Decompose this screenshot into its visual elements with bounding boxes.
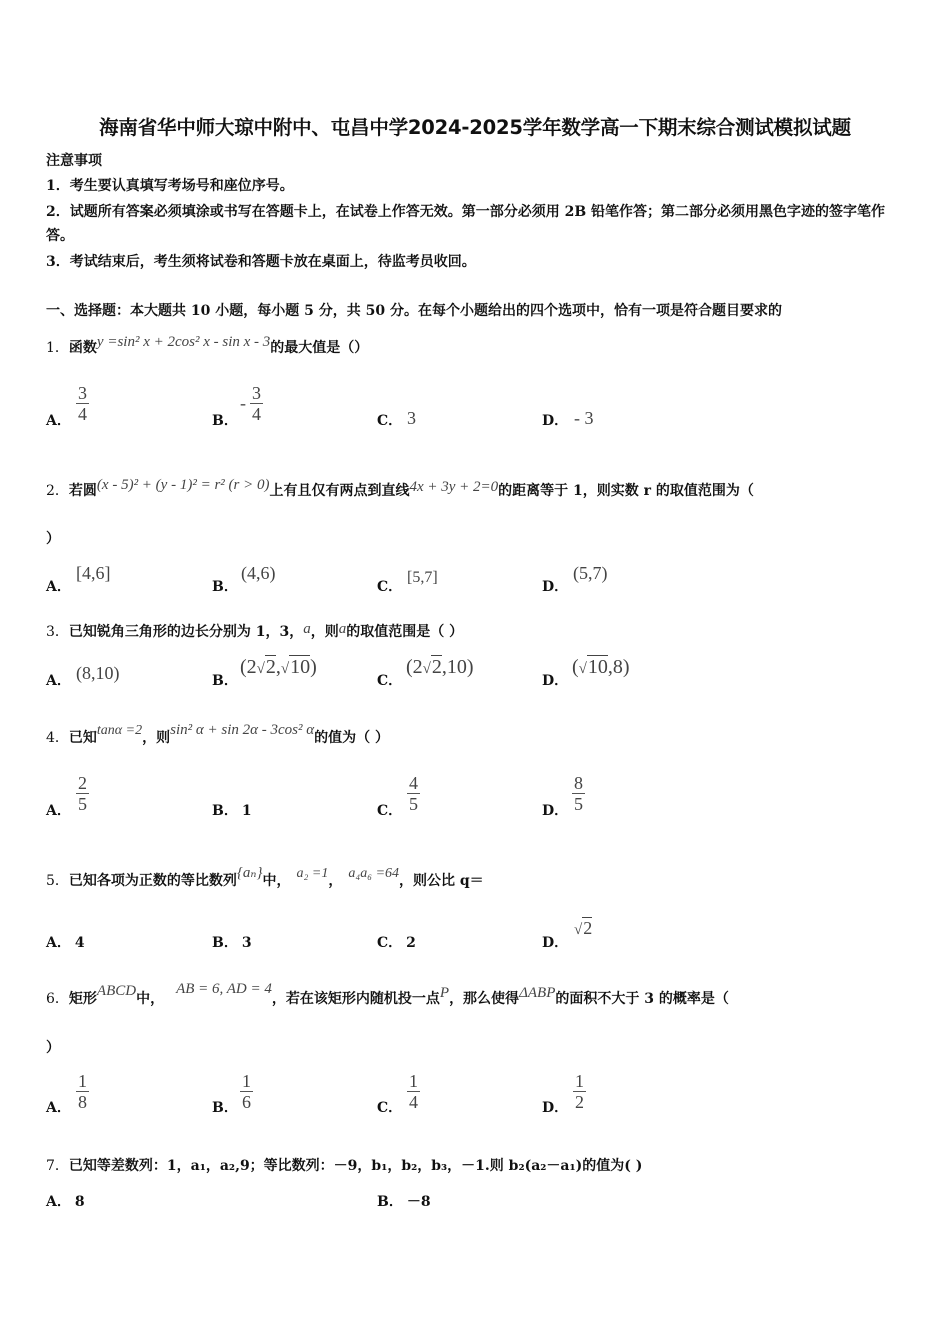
- option-b-label[interactable]: B． 1: [212, 803, 252, 819]
- option-a-label[interactable]: A．: [46, 1100, 71, 1116]
- question-7: [46, 1154, 642, 1178]
- math-expression: ΔABP: [519, 985, 556, 1001]
- option-c-label[interactable]: C．: [377, 413, 403, 429]
- question-3: [46, 620, 463, 644]
- question-number: 2．: [46, 483, 69, 499]
- option-d-value: $\frac{1}{2}$: [575, 1071, 584, 1112]
- option-a-value: $\frac{3}{4}$: [78, 383, 87, 424]
- option-b-label[interactable]: B．: [212, 579, 238, 595]
- option-c-label[interactable]: C． 2: [377, 935, 416, 951]
- option-c-value: 3: [407, 408, 416, 428]
- option-a-label[interactable]: A． 4: [46, 935, 85, 951]
- math-expression: (x - 5)² + (y - 1)² = r² (r > 0): [96, 477, 270, 493]
- option-b-label[interactable]: B． －8: [377, 1194, 431, 1210]
- question-number: 1．: [46, 340, 69, 356]
- option-c-label[interactable]: C．: [377, 673, 403, 689]
- notice-item-3: 3．考试结束后，考生须将试卷和答题卡放在桌面上，待监考员收回。: [46, 254, 476, 270]
- question-text: 中，: [136, 991, 165, 1007]
- option-a-value: [4,6]: [76, 563, 111, 583]
- option-d-value: (√10,8): [572, 656, 630, 678]
- question-number: 7．: [46, 1158, 69, 1174]
- question-text: 已知: [68, 730, 97, 746]
- math-variable: a: [338, 621, 347, 637]
- option-b-label[interactable]: B． 3: [212, 935, 252, 951]
- question-text: 的最大值是（）: [270, 340, 369, 356]
- question-number: 4．: [46, 730, 69, 746]
- question-number: 5．: [46, 873, 69, 889]
- math-variable: a: [303, 621, 311, 637]
- option-d-label[interactable]: D．: [542, 579, 569, 595]
- option-d-label[interactable]: D．: [542, 935, 569, 951]
- option-b-value: - $\frac{3}{4}$: [240, 383, 261, 424]
- option-b-label[interactable]: B．: [212, 673, 238, 689]
- option-d-label[interactable]: D．: [542, 413, 569, 429]
- notice-heading: 注意事项: [46, 153, 102, 169]
- question-text: ，则公比 q＝: [399, 873, 484, 889]
- question-2: [46, 479, 754, 503]
- question-text: 已知各项为正数的等比数列: [68, 873, 237, 889]
- math-expression: a₂ =1: [296, 866, 329, 881]
- question-2-continued: ）: [46, 531, 60, 547]
- question-text: 已知等差数列：1，a₁，a₂,9；等比数列：－9，b₁，b₂，b₃，－1.则 b₂(a₂－a₁)的值为( ): [68, 1158, 643, 1174]
- option-c-value: $\frac{1}{4}$: [409, 1071, 418, 1112]
- math-expression: {aₙ}: [236, 865, 263, 881]
- math-expression: y =sin² x + 2cos² x - sin x - 3: [96, 334, 271, 350]
- option-a-label[interactable]: A． 8: [46, 1194, 85, 1210]
- option-d-value: √2: [574, 918, 593, 938]
- question-text: ，若在该矩形内随机投一点: [271, 991, 440, 1007]
- question-number: 3．: [46, 624, 69, 640]
- question-text: ，则: [142, 730, 171, 746]
- option-c-value: $\frac{4}{5}$: [409, 773, 418, 814]
- option-b-value: (2√2,√10): [240, 656, 317, 678]
- option-d-value: $\frac{8}{5}$: [574, 773, 583, 814]
- question-text: ，: [328, 873, 343, 889]
- option-d-label[interactable]: D．: [542, 1100, 569, 1116]
- math-expression: ABCD: [96, 983, 137, 999]
- option-a-value: $\frac{1}{8}$: [78, 1071, 87, 1112]
- option-b-value: $\frac{1}{6}$: [242, 1071, 251, 1112]
- math-expression: sin² α + sin 2α - 3cos² α: [170, 722, 315, 738]
- question-5: [46, 865, 484, 894]
- notice-item-1: 1．考生要认真填写考场号和座位序号。: [46, 178, 294, 194]
- math-expression: 4x + 3y + 2=0: [409, 479, 499, 495]
- option-b-label[interactable]: B．: [212, 1100, 238, 1116]
- option-c-label[interactable]: C．: [377, 803, 403, 819]
- question-4: [46, 722, 389, 751]
- question-text: ，那么使得: [449, 991, 520, 1007]
- question-text: 的面积不大于 3 的概率是（: [555, 991, 729, 1007]
- math-expression: tanα =2: [96, 723, 143, 738]
- option-a-label[interactable]: A．: [46, 673, 71, 689]
- question-text: 的取值范围是（ ）: [346, 624, 464, 640]
- option-a-value: (8,10): [76, 663, 120, 683]
- exam-title: 海南省华中师大琼中附中、屯昌中学2024-2025学年数学高一下期末综合测试模拟试题: [99, 116, 851, 139]
- question-text: 函数: [68, 340, 97, 356]
- question-text: 上有且仅有两点到直线: [269, 483, 410, 499]
- question-6-continued: ）: [46, 1040, 60, 1056]
- question-text: 的值为（ ）: [314, 730, 389, 746]
- option-c-label[interactable]: C．: [377, 1100, 403, 1116]
- question-number: 6．: [46, 991, 69, 1007]
- option-a-label[interactable]: A．: [46, 579, 71, 595]
- option-b-value: (4,6): [241, 563, 276, 583]
- question-text: ，则: [310, 624, 339, 640]
- option-a-label[interactable]: A．: [46, 413, 71, 429]
- math-expression: P: [439, 985, 450, 1001]
- option-b-label[interactable]: B．: [212, 413, 238, 429]
- option-c-label[interactable]: C．: [377, 579, 403, 595]
- question-1: [46, 336, 368, 360]
- math-expression: a₄a₆ =64: [348, 866, 400, 881]
- option-a-value: $\frac{2}{5}$: [78, 773, 87, 814]
- notice-item-2: 2．试题所有答案必须填涂或书写在答题卡上，在试卷上作答无效。第一部分必须用 2B 铅笔作答；第二部分必须用黑色字迹的签字笔作答。: [46, 204, 886, 244]
- section-heading: 一、选择题：本大题共 10 小题，每小题 5 分，共 50 分。在每个小题给出的四个选项中，恰有一项是符合题目要求的: [46, 303, 782, 319]
- option-c-value: (2√2,10): [406, 656, 474, 678]
- option-a-label[interactable]: A．: [46, 803, 71, 819]
- option-d-label[interactable]: D．: [542, 673, 569, 689]
- question-text: 的距离等于 1，则实数 r 的取值范围为（: [498, 483, 754, 499]
- question-6: [46, 981, 729, 1011]
- math-expression: AB = 6, AD = 4: [176, 981, 272, 997]
- option-d-value: (5,7): [573, 563, 608, 583]
- question-text: 已知锐角三角形的边长分别为 1，3，: [68, 624, 304, 640]
- option-d-label[interactable]: D．: [542, 803, 569, 819]
- question-text: 若圆: [68, 483, 97, 499]
- question-text: 矩形: [68, 991, 97, 1007]
- option-c-value: [5,7]: [407, 569, 438, 586]
- option-d-value: - 3: [574, 408, 594, 428]
- question-text: 中，: [262, 873, 291, 889]
